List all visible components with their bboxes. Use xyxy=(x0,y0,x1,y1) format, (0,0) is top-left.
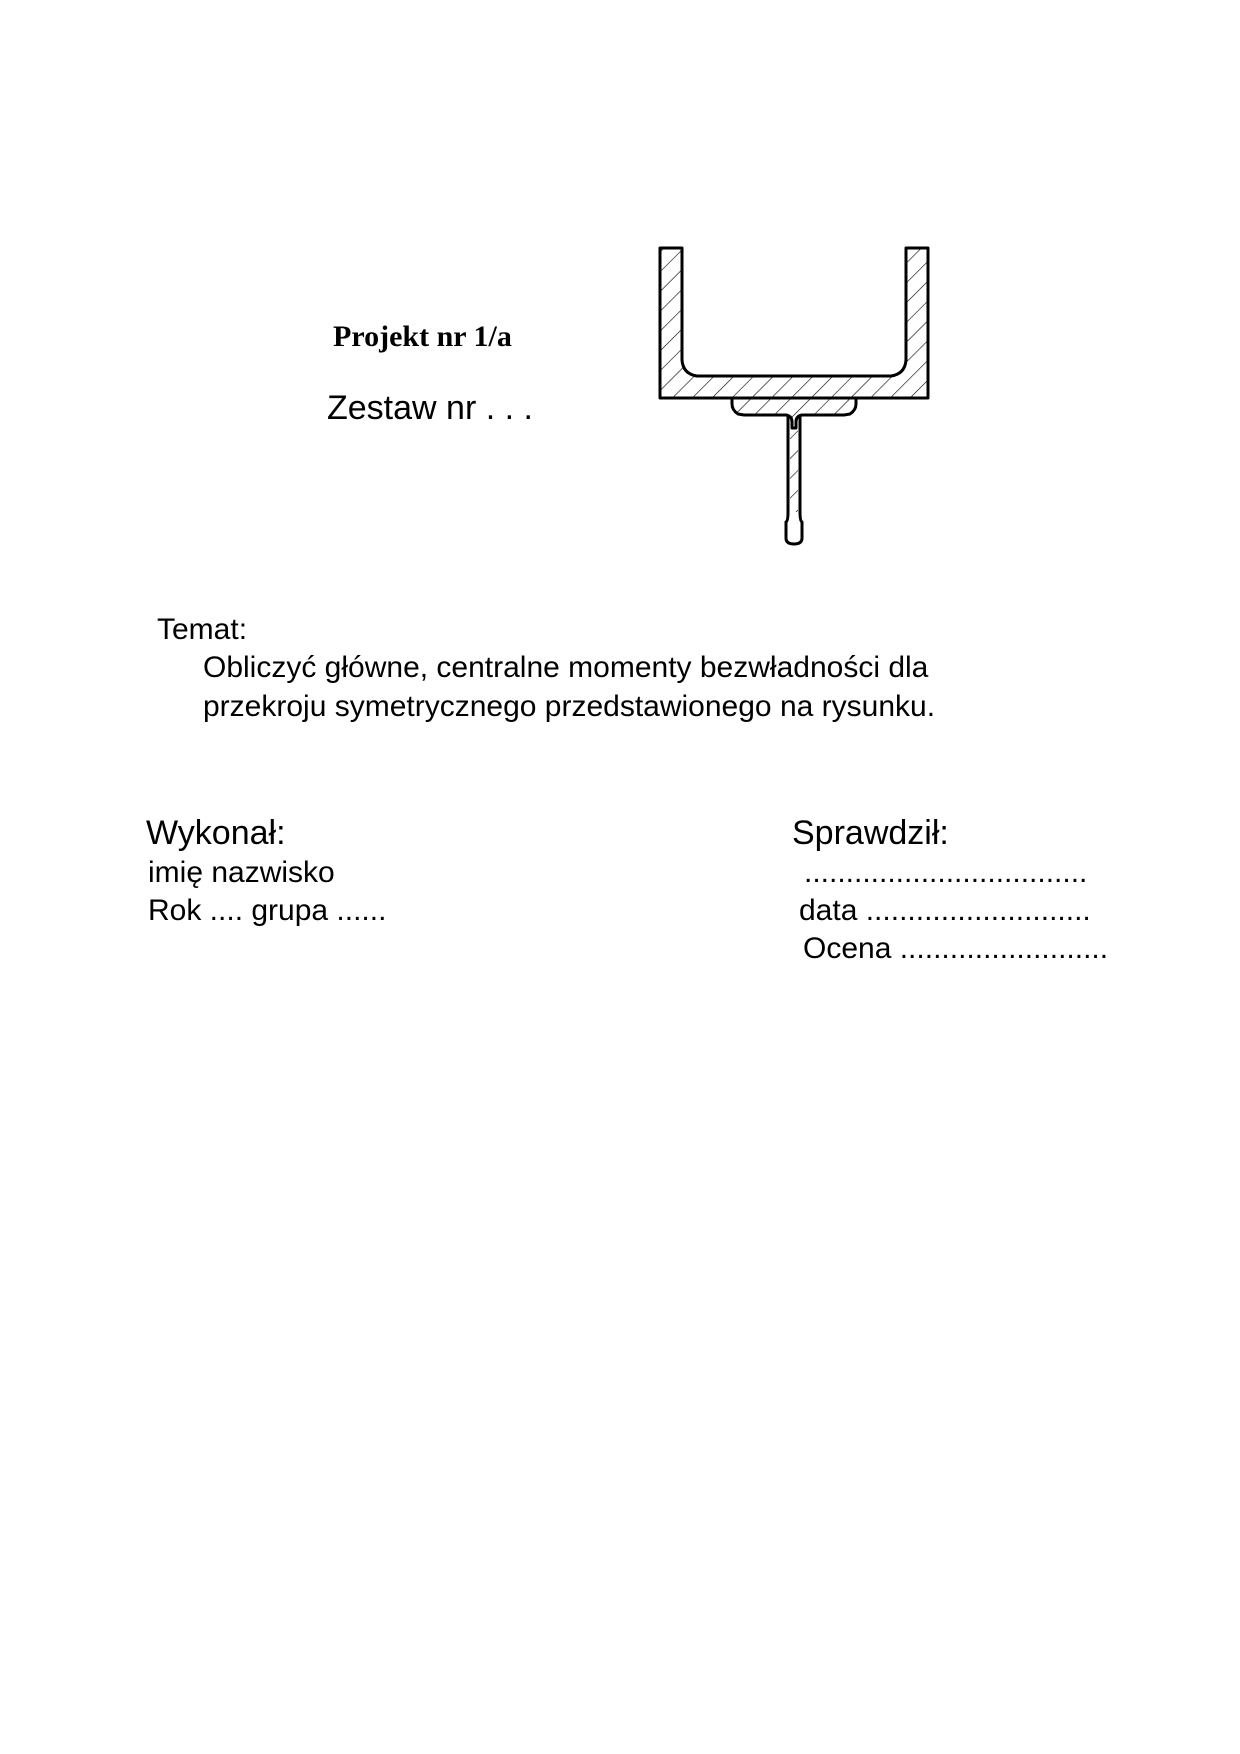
project-title: Projekt nr 1/a xyxy=(333,320,512,353)
topic-text-line-2: przekroju symetrycznego przedstawionego na rysunku. xyxy=(203,690,936,723)
topic-text-line-1: Obliczyć główne, centralne momenty bezwładności dla xyxy=(203,651,929,684)
channel-section xyxy=(660,248,928,398)
grade-line: Ocena ......................... xyxy=(803,932,1109,965)
checked-by-label: Sprawdził: xyxy=(792,814,949,852)
topic-label: Temat: xyxy=(157,613,248,646)
date-line: data ........................... xyxy=(799,894,1091,927)
cross-section-drawing xyxy=(640,232,970,562)
year-group-line: Rok .... grupa ...... xyxy=(148,894,387,927)
set-number-label: Zestaw nr . . . xyxy=(327,389,533,427)
signature-line: .................................. xyxy=(804,856,1088,889)
tee-web-fill xyxy=(790,417,798,512)
author-name: imię nazwisko xyxy=(148,856,335,889)
performed-by-label: Wykonał: xyxy=(146,814,286,852)
